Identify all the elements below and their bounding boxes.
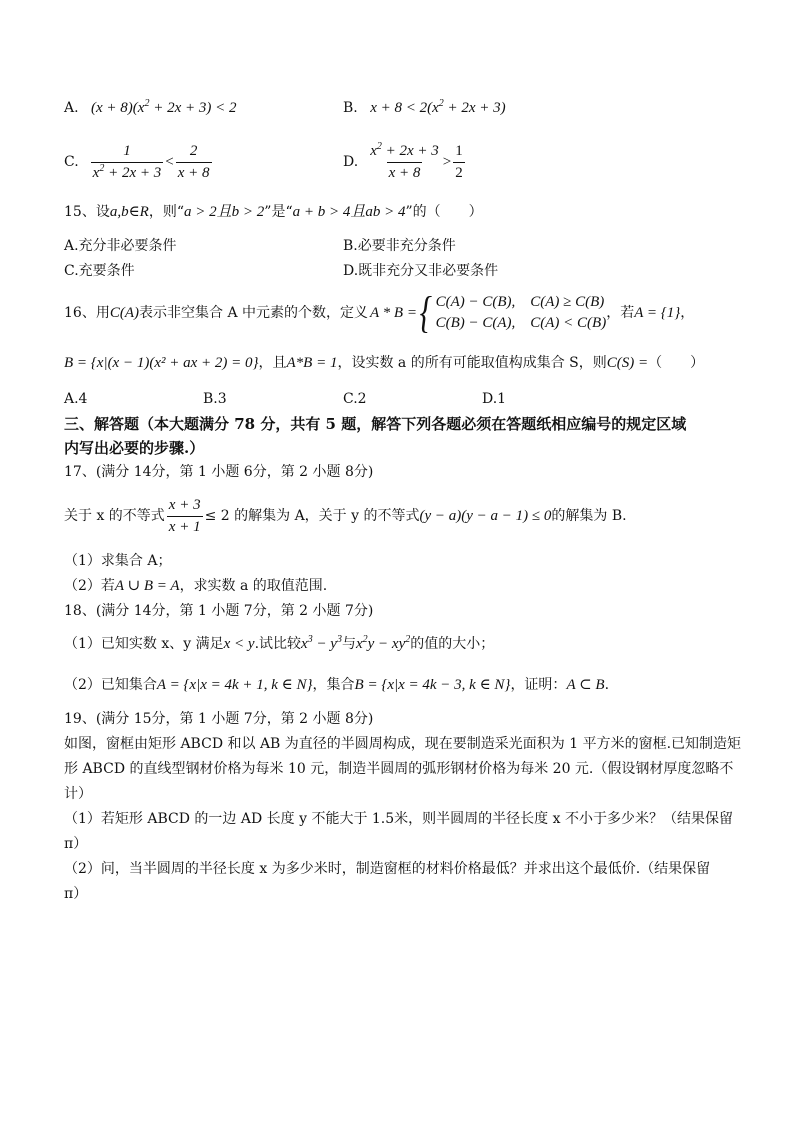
q17-sub1: （1）求集合 A； bbox=[64, 553, 172, 569]
q17-stem: 关于 x 的不等式 $\frac{x + 3}{x + 1}$ ≤ 2 的解集为 A，关于 y 的不等式 (y − a)(y − a − 1) ≤ 0 的解集为 B. bbox=[64, 496, 627, 535]
q17-fraction: $\frac{x + 3}{x + 1}$ bbox=[168, 496, 201, 535]
option-a-expr: $(x + 8)(x^2 + 2x + 3) < 2$ bbox=[91, 98, 237, 116]
q14-option-c bbox=[64, 140, 214, 184]
q15-option-b: B.必要非充分条件 bbox=[343, 238, 456, 254]
option-c-left-fraction: $\frac{1}{x^2 + 2x + 3}$ bbox=[92, 142, 162, 181]
q15-option-d: D.既非充分又非必要条件 bbox=[343, 263, 499, 279]
option-d-operator: > bbox=[442, 154, 452, 170]
option-label: D. bbox=[343, 154, 359, 170]
q16-line1: 16、用 C(A) 表示非空集合 A 中元素的个数，定义 A * B = { C(A) − C(B), C(A) ≥ C(B) C(B) − C(A), C(A) < C(B) ，若 A = {1} ， bbox=[64, 288, 695, 337]
q15-option-a: A.充分非必要条件 bbox=[64, 238, 177, 254]
q19-sub1-line1: （1）若矩形 ABCD 的一边 AD 长度 y 不能大于 1.5米，则半圆周的半径长度 x 不小于多少米？（结果保留 bbox=[64, 811, 733, 827]
section-heading: 三、解答题（本大题满分 78 分，共有 5 题，解答下列各题必须在答题纸相应编号的规定区域 bbox=[64, 415, 687, 433]
q16-option-d: D.1 bbox=[482, 391, 507, 407]
q16-line2: B = {x|(x − 1)(x² + ax + 2) = 0}，且A*B = 1，设实数 a 的所有可能取值构成集合 S，则C(S) =（ ） bbox=[64, 355, 705, 371]
option-d-left-fraction: $\frac{x^2 + 2x + 3}{x + 8}$ bbox=[370, 140, 439, 181]
option-b-expr: $x + 8 < 2(x^2 + 2x + 3)$ bbox=[370, 98, 506, 116]
option-label: C. bbox=[64, 154, 79, 170]
q19-sub2-line2: π） bbox=[64, 886, 88, 902]
q18-sub1: （1）已知实数 x、y 满足x < y.试比较$x^3 - y^3$与$x^2y - xy^2$的值的大小； bbox=[64, 634, 495, 652]
q19-paragraph-line2: 形 ABCD 的直线型钢材价格为每米 10 元，制造半圆周的弧形钢材价格为每米 20 元.（假设钢材厚度忽略不 bbox=[64, 761, 734, 777]
q19-sub1-line2: π） bbox=[64, 836, 88, 852]
q16-option-c: C.2 bbox=[343, 391, 367, 407]
q14-option-d bbox=[343, 140, 467, 184]
q14-option-b bbox=[343, 98, 506, 118]
option-label: B. bbox=[343, 100, 358, 116]
q19-paragraph-line3: 计） bbox=[64, 786, 92, 802]
q19-sub2-line1: （2）问，当半圆周的半径长度 x 为多少米时，制造窗框的材料价格最低？并求出这个最低价.（结果保留 bbox=[64, 861, 711, 877]
q15-stem: 15、设a,b∈R，则“a > 2且b > 2”是“a + b > 4且ab > 4”的（ ） bbox=[64, 204, 483, 220]
option-c-right-fraction: $\frac{2}{x + 8}$ bbox=[177, 142, 210, 181]
q17-header: 17、(满分 14分，第 1 小题 6分，第 2 小题 8分) bbox=[64, 464, 374, 480]
q19-paragraph-line1: 如图，窗框由矩形 ABCD 和以 AB 为直径的半圆周构成，现在要制造采光面积为 1 平方米的窗框.已知制造矩 bbox=[64, 736, 742, 752]
q19-header: 19、(满分 15分，第 1 小题 7分，第 2 小题 8分) bbox=[64, 711, 374, 727]
q17-sub2: （2）若A ∪ B = A，求实数 a 的取值范围. bbox=[64, 578, 328, 594]
q18-sub2: （2）已知集合A = {x|x = 4k + 1, k ∈ N}，集合B = {x|x = 4k − 3, k ∈ N}，证明：A ⊂ B. bbox=[64, 677, 610, 693]
q16-option-a: A.4 bbox=[64, 391, 88, 407]
section-heading-cont: 内写出必要的步骤.） bbox=[64, 439, 205, 457]
q14-option-a bbox=[64, 98, 236, 118]
option-c-operator: < bbox=[165, 154, 174, 170]
q18-header: 18、(满分 14分，第 1 小题 7分，第 2 小题 7分) bbox=[64, 603, 374, 619]
q15-option-c: C.充要条件 bbox=[64, 263, 135, 279]
option-label: A. bbox=[64, 100, 79, 116]
piecewise-definition: { C(A) − C(B), C(A) ≥ C(B) C(B) − C(A), C(A) < C(B) bbox=[419, 288, 607, 337]
q16-option-b: B.3 bbox=[203, 391, 227, 407]
option-d-right-fraction: $\frac{1}{2}$ bbox=[455, 142, 463, 181]
